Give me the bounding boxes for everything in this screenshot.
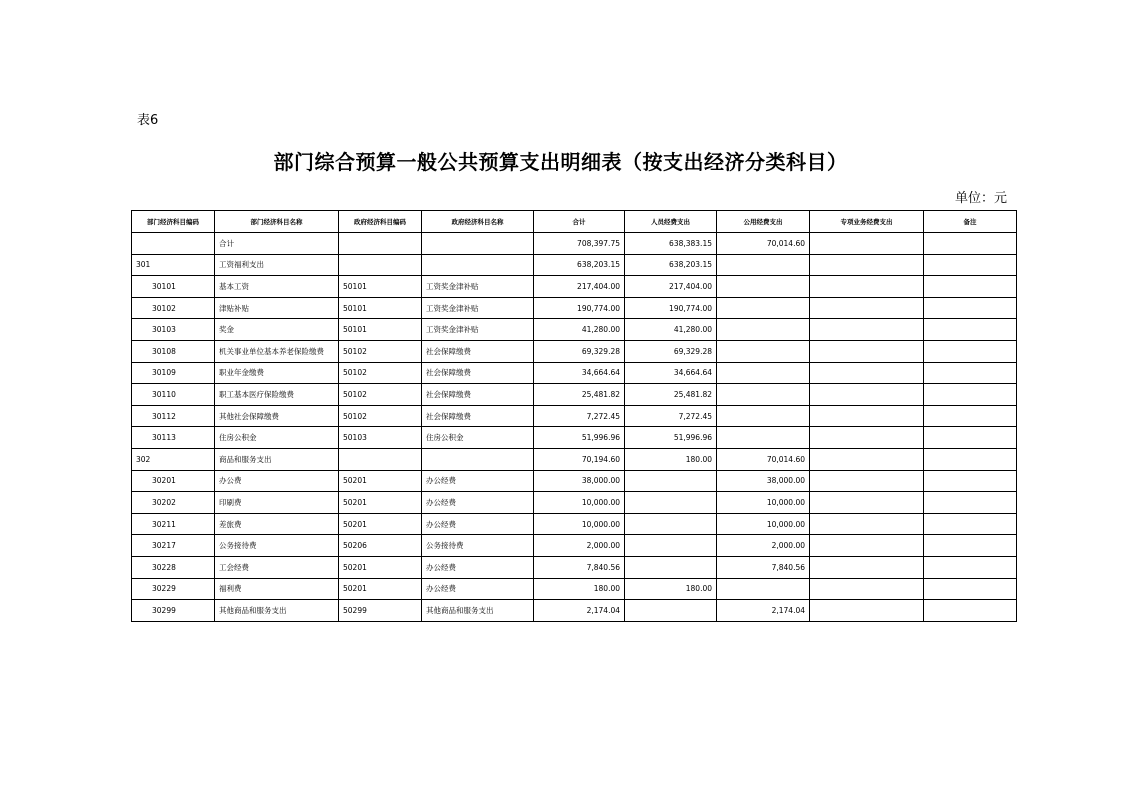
cell-gov-name: 办公经费 — [422, 578, 534, 600]
cell-dept-name: 工资福利支出 — [215, 254, 339, 276]
cell-total: 10,000.00 — [534, 513, 625, 535]
cell-total: 7,840.56 — [534, 556, 625, 578]
cell-gov-code: 50101 — [339, 319, 422, 341]
cell-special — [810, 233, 924, 255]
cell-public — [717, 297, 810, 319]
cell-total: 2,174.04 — [534, 600, 625, 622]
cell-note — [924, 448, 1017, 470]
table-row — [132, 297, 1017, 319]
header-special: 专项业务经费支出 — [810, 211, 924, 233]
cell-personnel: 41,280.00 — [625, 319, 717, 341]
cell-personnel: 51,996.96 — [625, 427, 717, 449]
cell-special — [810, 513, 924, 535]
cell-dept-code: 30109 — [132, 362, 215, 384]
header-gov-code: 政府经济科目编码 — [339, 211, 422, 233]
cell-note — [924, 297, 1017, 319]
cell-public — [717, 578, 810, 600]
cell-dept-name: 职业年金缴费 — [215, 362, 339, 384]
cell-dept-name: 住房公积金 — [215, 427, 339, 449]
cell-gov-code: 50201 — [339, 470, 422, 492]
cell-public: 70,014.60 — [717, 448, 810, 470]
cell-total: 7,272.45 — [534, 405, 625, 427]
cell-special — [810, 600, 924, 622]
cell-personnel: 180.00 — [625, 448, 717, 470]
cell-gov-name — [422, 233, 534, 255]
cell-note — [924, 319, 1017, 341]
table-row — [132, 233, 1017, 255]
cell-gov-name: 办公经费 — [422, 556, 534, 578]
cell-note — [924, 513, 1017, 535]
cell-total: 180.00 — [534, 578, 625, 600]
cell-public — [717, 405, 810, 427]
cell-dept-name: 工会经费 — [215, 556, 339, 578]
cell-dept-code: 30110 — [132, 384, 215, 406]
cell-public — [717, 384, 810, 406]
cell-dept-code: 30211 — [132, 513, 215, 535]
cell-special — [810, 254, 924, 276]
cell-special — [810, 276, 924, 298]
cell-personnel: 217,404.00 — [625, 276, 717, 298]
cell-public: 10,000.00 — [717, 513, 810, 535]
cell-public: 10,000.00 — [717, 492, 810, 514]
header-note: 备注 — [924, 211, 1017, 233]
cell-personnel — [625, 513, 717, 535]
cell-note — [924, 405, 1017, 427]
table-row — [132, 427, 1017, 449]
cell-total: 190,774.00 — [534, 297, 625, 319]
cell-gov-name: 工资奖金津补贴 — [422, 297, 534, 319]
cell-gov-code: 50102 — [339, 362, 422, 384]
cell-dept-name: 奖金 — [215, 319, 339, 341]
table-row — [132, 254, 1017, 276]
cell-gov-name: 工资奖金津补贴 — [422, 319, 534, 341]
cell-personnel: 69,329.28 — [625, 340, 717, 362]
cell-gov-code: 50201 — [339, 492, 422, 514]
cell-gov-code: 50102 — [339, 405, 422, 427]
cell-personnel: 190,774.00 — [625, 297, 717, 319]
table-row — [132, 362, 1017, 384]
cell-total: 708,397.75 — [534, 233, 625, 255]
cell-note — [924, 470, 1017, 492]
cell-dept-name: 基本工资 — [215, 276, 339, 298]
cell-public: 7,840.56 — [717, 556, 810, 578]
cell-public — [717, 427, 810, 449]
cell-public: 38,000.00 — [717, 470, 810, 492]
cell-gov-name — [422, 448, 534, 470]
cell-dept-name: 公务接待费 — [215, 535, 339, 557]
table-row — [132, 600, 1017, 622]
cell-special — [810, 384, 924, 406]
cell-gov-name: 社会保障缴费 — [422, 362, 534, 384]
cell-dept-name: 福利费 — [215, 578, 339, 600]
table-number: 表6 — [137, 113, 159, 128]
table-row — [132, 319, 1017, 341]
cell-gov-code: 50201 — [339, 513, 422, 535]
header-gov-name: 政府经济科目名称 — [422, 211, 534, 233]
cell-personnel — [625, 492, 717, 514]
header-row — [132, 211, 1017, 233]
cell-special — [810, 492, 924, 514]
cell-public: 70,014.60 — [717, 233, 810, 255]
cell-gov-code: 50206 — [339, 535, 422, 557]
cell-gov-name: 住房公积金 — [422, 427, 534, 449]
cell-gov-name: 工资奖金津补贴 — [422, 276, 534, 298]
table-row — [132, 513, 1017, 535]
cell-gov-code — [339, 254, 422, 276]
cell-special — [810, 362, 924, 384]
cell-dept-name: 其他社会保障缴费 — [215, 405, 339, 427]
table-row — [132, 405, 1017, 427]
cell-public: 2,000.00 — [717, 535, 810, 557]
cell-dept-name: 职工基本医疗保险缴费 — [215, 384, 339, 406]
cell-dept-name: 办公费 — [215, 470, 339, 492]
cell-special — [810, 535, 924, 557]
cell-personnel — [625, 600, 717, 622]
cell-total: 38,000.00 — [534, 470, 625, 492]
cell-special — [810, 556, 924, 578]
cell-dept-code: 30112 — [132, 405, 215, 427]
cell-note — [924, 578, 1017, 600]
cell-total: 70,194.60 — [534, 448, 625, 470]
cell-total: 2,000.00 — [534, 535, 625, 557]
cell-public — [717, 340, 810, 362]
cell-note — [924, 340, 1017, 362]
table-row — [132, 384, 1017, 406]
header-dept-name: 部门经济科目名称 — [215, 211, 339, 233]
cell-note — [924, 233, 1017, 255]
cell-gov-code: 50299 — [339, 600, 422, 622]
table-row — [132, 492, 1017, 514]
cell-dept-code: 30217 — [132, 535, 215, 557]
cell-total: 41,280.00 — [534, 319, 625, 341]
cell-note — [924, 362, 1017, 384]
page-title: 部门综合预算一般公共预算支出明细表（按支出经济分类科目） — [273, 150, 848, 174]
cell-special — [810, 578, 924, 600]
cell-gov-name: 办公经费 — [422, 470, 534, 492]
cell-gov-name: 公务接待费 — [422, 535, 534, 557]
cell-special — [810, 470, 924, 492]
cell-gov-name: 社会保障缴费 — [422, 384, 534, 406]
cell-gov-name: 社会保障缴费 — [422, 405, 534, 427]
cell-note — [924, 254, 1017, 276]
cell-gov-code — [339, 448, 422, 470]
cell-note — [924, 492, 1017, 514]
cell-special — [810, 448, 924, 470]
cell-dept-code: 30202 — [132, 492, 215, 514]
table-row — [132, 448, 1017, 470]
cell-dept-code — [132, 233, 215, 255]
header-public: 公用经费支出 — [717, 211, 810, 233]
cell-dept-code: 30113 — [132, 427, 215, 449]
cell-dept-code: 30201 — [132, 470, 215, 492]
cell-note — [924, 600, 1017, 622]
cell-gov-name: 其他商品和服务支出 — [422, 600, 534, 622]
cell-special — [810, 405, 924, 427]
cell-public — [717, 362, 810, 384]
cell-personnel — [625, 556, 717, 578]
cell-gov-code: 50101 — [339, 297, 422, 319]
cell-total: 69,329.28 — [534, 340, 625, 362]
cell-dept-name: 差旅费 — [215, 513, 339, 535]
header-dept-code: 部门经济科目编码 — [132, 211, 215, 233]
table-row — [132, 535, 1017, 557]
cell-dept-name: 机关事业单位基本养老保险缴费 — [215, 340, 339, 362]
cell-dept-code: 30108 — [132, 340, 215, 362]
header-total: 合计 — [534, 211, 625, 233]
table-row — [132, 578, 1017, 600]
cell-dept-code: 30103 — [132, 319, 215, 341]
cell-dept-code: 30101 — [132, 276, 215, 298]
cell-dept-code: 30228 — [132, 556, 215, 578]
cell-note — [924, 535, 1017, 557]
cell-special — [810, 340, 924, 362]
cell-dept-code: 301 — [132, 254, 215, 276]
cell-total: 10,000.00 — [534, 492, 625, 514]
cell-gov-code: 50102 — [339, 340, 422, 362]
cell-gov-code: 50103 — [339, 427, 422, 449]
table-row — [132, 556, 1017, 578]
cell-dept-code: 302 — [132, 448, 215, 470]
cell-personnel: 7,272.45 — [625, 405, 717, 427]
cell-dept-name: 津贴补贴 — [215, 297, 339, 319]
cell-total: 217,404.00 — [534, 276, 625, 298]
cell-gov-name: 办公经费 — [422, 492, 534, 514]
cell-gov-code: 50201 — [339, 578, 422, 600]
cell-personnel: 638,203.15 — [625, 254, 717, 276]
cell-gov-code — [339, 233, 422, 255]
cell-note — [924, 427, 1017, 449]
header-personnel: 人员经费支出 — [625, 211, 717, 233]
cell-dept-name: 印刷费 — [215, 492, 339, 514]
cell-special — [810, 319, 924, 341]
cell-public: 2,174.04 — [717, 600, 810, 622]
cell-dept-name: 商品和服务支出 — [215, 448, 339, 470]
cell-public — [717, 254, 810, 276]
cell-special — [810, 297, 924, 319]
table-row — [132, 470, 1017, 492]
cell-gov-name — [422, 254, 534, 276]
cell-total: 34,664.64 — [534, 362, 625, 384]
cell-personnel: 180.00 — [625, 578, 717, 600]
cell-note — [924, 276, 1017, 298]
cell-note — [924, 556, 1017, 578]
cell-personnel: 34,664.64 — [625, 362, 717, 384]
cell-dept-name: 其他商品和服务支出 — [215, 600, 339, 622]
cell-personnel: 25,481.82 — [625, 384, 717, 406]
cell-personnel: 638,383.15 — [625, 233, 717, 255]
cell-note — [924, 384, 1017, 406]
cell-dept-code: 30229 — [132, 578, 215, 600]
cell-dept-name: 合计 — [215, 233, 339, 255]
cell-dept-code: 30299 — [132, 600, 215, 622]
cell-gov-code: 50102 — [339, 384, 422, 406]
table-row — [132, 276, 1017, 298]
cell-gov-code: 50201 — [339, 556, 422, 578]
table-body — [132, 233, 1017, 622]
cell-total: 638,203.15 — [534, 254, 625, 276]
cell-public — [717, 276, 810, 298]
budget-table — [131, 210, 1017, 622]
cell-personnel — [625, 470, 717, 492]
cell-total: 25,481.82 — [534, 384, 625, 406]
cell-public — [717, 319, 810, 341]
table-row — [132, 340, 1017, 362]
cell-personnel — [625, 535, 717, 557]
cell-dept-code: 30102 — [132, 297, 215, 319]
unit-label: 单位：元 — [954, 191, 1007, 206]
cell-gov-name: 社会保障缴费 — [422, 340, 534, 362]
cell-total: 51,996.96 — [534, 427, 625, 449]
cell-special — [810, 427, 924, 449]
cell-gov-code: 50101 — [339, 276, 422, 298]
cell-gov-name: 办公经费 — [422, 513, 534, 535]
